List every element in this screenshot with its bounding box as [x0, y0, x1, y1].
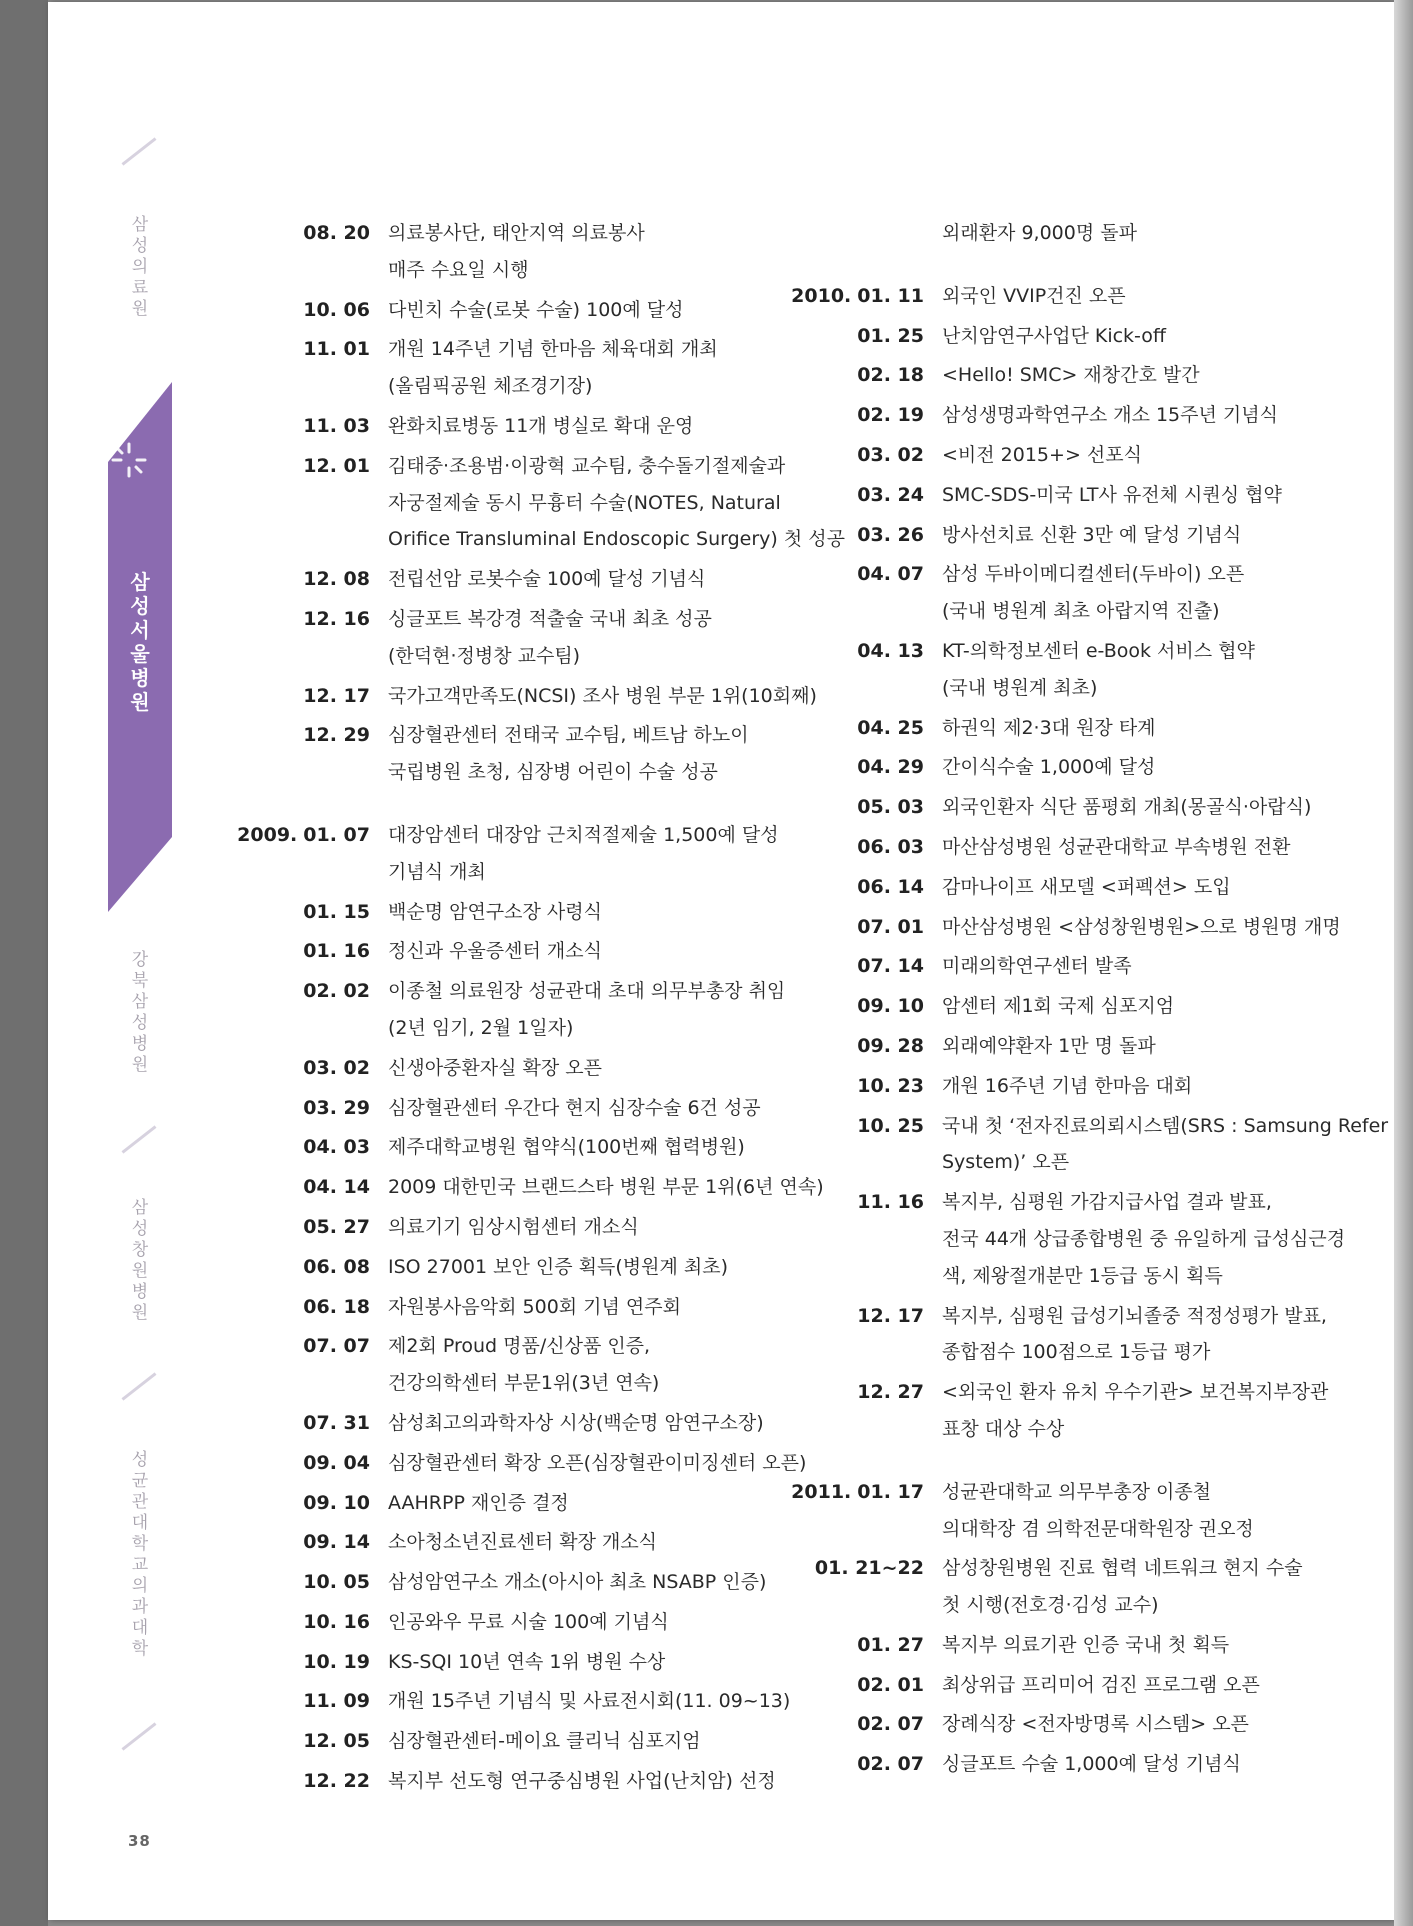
- entry-day: 12. 29: [303, 724, 370, 747]
- entry-day: 11. 01: [303, 338, 370, 361]
- entry-date: [210, 1723, 370, 1759]
- entry-day: 09. 10: [303, 1491, 370, 1514]
- entry-date: [210, 561, 370, 597]
- timeline-entry: [303, 1485, 788, 1522]
- entry-day: 02. 01: [857, 1673, 924, 1696]
- entry-year: 2011.: [791, 1480, 852, 1503]
- entry-day: 01. 07: [303, 823, 370, 846]
- timeline-entry: [857, 397, 1362, 434]
- entry-text: 복지부 선도형 연구중심병원 사업(난치암) 선정: [388, 1770, 776, 1793]
- entry-date: [210, 717, 370, 753]
- entry-day: 04. 25: [857, 716, 924, 739]
- entry-day: 06. 03: [857, 835, 924, 858]
- entry-text: 삼성최고의과학자상 시상(백순명 암연구소장): [388, 1411, 764, 1434]
- entry-day: 11. 16: [857, 1191, 924, 1214]
- entry-text: 기념식 개최: [388, 860, 486, 883]
- timeline-entry: [303, 408, 788, 445]
- entry-text: SMC-SDS-미국 LT사 유전체 시퀀싱 협약: [942, 483, 1282, 506]
- entry-text: (국내 병원계 최초 아랍지역 진출): [942, 600, 1220, 623]
- timeline-entry: [857, 1706, 1362, 1743]
- entry-date: [764, 948, 924, 984]
- entry-date: [764, 710, 924, 746]
- entry-date: [764, 829, 924, 865]
- entry-date: [210, 215, 370, 251]
- entry-day: 03. 29: [303, 1096, 370, 1119]
- entry-date: [210, 408, 370, 444]
- entry-text: 자궁절제술 동시 무흉터 수술(NOTES, Natural: [388, 491, 781, 514]
- entry-date: [764, 318, 924, 354]
- timeline-entry: [791, 1474, 1362, 1548]
- entry-date: [210, 933, 370, 969]
- timeline-entry: [857, 869, 1362, 906]
- entry-text: 의료기기 임상시험센터 개소식: [388, 1215, 639, 1238]
- entry-date: [764, 909, 924, 945]
- timeline-entry: [791, 278, 1362, 315]
- entry-date: [764, 477, 924, 513]
- entry-date: [764, 1474, 924, 1510]
- entry-day: 03. 02: [303, 1056, 370, 1079]
- entry-day: 01. 25: [857, 324, 924, 347]
- entry-text: 국립병원 초청, 심장병 어린이 수술 성공: [388, 761, 718, 784]
- entry-day: 03. 24: [857, 483, 924, 506]
- entry-text: 암센터 제1회 국제 심포지엄: [942, 995, 1175, 1018]
- entry-text: 심장혈관센터-메이요 클리닉 심포지엄: [388, 1730, 701, 1753]
- entry-day: 11. 09: [303, 1690, 370, 1713]
- entry-text: 외국인 VVIP건진 오픈: [942, 284, 1126, 307]
- entry-day: 01. 15: [303, 900, 370, 923]
- entry-text: 자원봉사음악회 500회 기념 연주회: [388, 1295, 681, 1318]
- timeline-entry: [303, 678, 817, 715]
- entry-date: [210, 973, 370, 1009]
- entry-text: 색, 제왕절개분만 1등급 동시 획득: [942, 1264, 1223, 1287]
- sidebar-item-samsung-medical[interactable]: 삼성의료원: [131, 215, 149, 319]
- entry-date: [764, 1627, 924, 1663]
- entry-text: 신생아중환자실 확장 오픈: [388, 1056, 602, 1079]
- scan-right-edge: [1394, 0, 1413, 1926]
- entry-day: 02. 19: [857, 404, 924, 427]
- timeline-entry: [303, 973, 788, 1047]
- entry-text: 제주대학교병원 협약식(100번째 협력병원): [388, 1136, 745, 1159]
- entry-text: 외국인환자 식단 품평회 개최(몽골식·아랍식): [942, 796, 1312, 819]
- entry-date: [210, 1050, 370, 1086]
- timeline-entry: [303, 894, 788, 931]
- timeline-entry: [857, 988, 1362, 1025]
- entry-date: [764, 1068, 924, 1104]
- timeline-entry: [857, 517, 1362, 554]
- entry-text: (국내 병원계 최초): [942, 676, 1098, 699]
- timeline-entry: [942, 215, 1362, 252]
- entry-day: 10. 19: [303, 1650, 370, 1673]
- entry-date: [210, 1445, 370, 1481]
- entry-date: [210, 1644, 370, 1680]
- timeline-entry: [303, 1328, 788, 1402]
- entry-day: 12. 22: [303, 1770, 370, 1793]
- entry-text: 건강의학센터 부문1위(3년 연속): [388, 1372, 660, 1395]
- entry-text: 방사선치료 신환 3만 예 달성 기념식: [942, 523, 1242, 546]
- entry-text: 종합점수 100점으로 1등급 평가: [942, 1341, 1211, 1364]
- timeline-entry: [303, 601, 788, 675]
- timeline-entry: [303, 1524, 788, 1561]
- scan-left-edge: [0, 0, 48, 1926]
- sidebar-item-changwon[interactable]: 삼성창원병원: [131, 1198, 149, 1323]
- entry-text: 심장혈관센터 우간다 현지 심장수술 6건 성공: [388, 1096, 761, 1119]
- timeline-entry: [303, 1129, 788, 1166]
- timeline-entry: [857, 1108, 1389, 1182]
- timeline-entry: [303, 448, 845, 558]
- entry-date: [764, 1028, 924, 1064]
- entry-day: 08. 20: [303, 222, 370, 244]
- timeline-entry: [857, 1298, 1362, 1372]
- entry-day: 01. 16: [303, 940, 370, 963]
- entry-text: 완화치료병동 11개 병실로 확대 운영: [388, 414, 694, 437]
- timeline-entry: [303, 1209, 788, 1246]
- entry-date: [210, 1209, 370, 1245]
- entry-day: 03. 26: [857, 523, 924, 546]
- entry-date: [210, 331, 370, 367]
- entry-day: 01. 17: [857, 1480, 924, 1503]
- entry-date: [764, 357, 924, 393]
- entry-date: [210, 1289, 370, 1325]
- timeline-entry: [303, 1604, 788, 1641]
- entry-text: <비전 2015+> 선포식: [942, 443, 1142, 466]
- entry-text: 국가고객만족도(NCSI) 조사 병원 부문 1위(10회째): [388, 684, 817, 707]
- timeline-entry: [303, 1763, 788, 1800]
- entry-day: 07. 31: [303, 1411, 370, 1434]
- entry-text: 삼성창원병원 진료 협력 네트워크 현지 수술: [942, 1557, 1303, 1580]
- entry-day: 04. 07: [857, 563, 924, 586]
- entry-text: 소아청소년진료센터 확장 개소식: [388, 1531, 658, 1554]
- entry-day: 05. 27: [303, 1215, 370, 1238]
- entry-text: 김태중·조용범·이광혁 교수팀, 충수돌기절제술과: [388, 454, 786, 477]
- entry-date: [764, 789, 924, 825]
- entry-text: 전립선암 로봇수술 100예 달성 기념식: [388, 568, 706, 591]
- timeline-entry: [303, 561, 788, 598]
- entry-text: 심장혈관센터 전태국 교수팀, 베트남 하노이: [388, 724, 749, 747]
- timeline-entry: [857, 357, 1362, 394]
- entry-day: 10. 25: [857, 1114, 924, 1137]
- entry-date: [210, 1405, 370, 1441]
- entry-date: [764, 988, 924, 1024]
- entry-date: [764, 556, 924, 592]
- timeline-entry: [857, 1746, 1362, 1783]
- entry-date: [210, 817, 370, 853]
- entry-date: [210, 1564, 370, 1600]
- entry-day: 09. 28: [857, 1034, 924, 1057]
- entry-day: 12. 16: [303, 607, 370, 630]
- entry-text: 최상위급 프리미어 검진 프로그램 오픈: [942, 1673, 1260, 1696]
- entry-date: [210, 678, 370, 714]
- timeline-right-column: [791, 215, 1389, 1786]
- entry-text: 의료봉사단, 태안지역 의료봉사: [388, 222, 645, 244]
- entry-date: [210, 1683, 370, 1719]
- entry-day: 12. 27: [857, 1381, 924, 1404]
- entry-day: 01. 11: [857, 284, 924, 307]
- entry-day: 02. 07: [857, 1713, 924, 1736]
- timeline-entry: [303, 1050, 788, 1087]
- entry-text: 장례식장 <전자방명록 시스템> 오픈: [942, 1713, 1249, 1736]
- entry-text: 표창 대상 수상: [942, 1417, 1065, 1440]
- entry-text: 첫 시행(전호경·김성 교수): [942, 1594, 1159, 1617]
- timeline-entry: [303, 292, 788, 329]
- entry-date: [764, 869, 924, 905]
- timeline-entry: [857, 1627, 1362, 1664]
- entry-day: 02. 02: [303, 980, 370, 1003]
- entry-day: 07. 01: [857, 915, 924, 938]
- entry-day: 04. 14: [303, 1176, 370, 1199]
- timeline-entry: [857, 789, 1362, 826]
- entry-text: 외래환자 9,000명 돌파: [942, 222, 1137, 244]
- entry-date: [764, 1184, 924, 1220]
- entry-day: 09. 04: [303, 1451, 370, 1474]
- entry-day: 10. 06: [303, 298, 370, 321]
- entry-text: (2년 임기, 2월 1일자): [388, 1016, 574, 1039]
- entry-text: 삼성 두바이메디컬센터(두바이) 오픈: [942, 563, 1245, 586]
- entry-text: 의대학장 겸 의학전문대학원장 권오정: [942, 1517, 1254, 1540]
- entry-date: [210, 1169, 370, 1205]
- entry-day: 12. 17: [303, 684, 370, 707]
- entry-day: 01. 27: [857, 1633, 924, 1656]
- entry-day: 06. 18: [303, 1295, 370, 1318]
- entry-text: KT-의학정보센터 e-Book 서비스 협약: [942, 639, 1255, 662]
- entry-text: 삼성생명과학연구소 개소 15주년 기념식: [942, 404, 1278, 427]
- entry-day: 03. 02: [857, 443, 924, 466]
- timeline-entry: [857, 556, 1362, 630]
- entry-date: [210, 894, 370, 930]
- timeline-entry: [303, 1723, 788, 1760]
- entry-text: 복지부, 심평원 가감지급사업 결과 발표,: [942, 1191, 1272, 1214]
- timeline-entry: [857, 633, 1362, 707]
- sidebar-item-kangbuk[interactable]: 강북삼성병원: [131, 950, 149, 1075]
- entry-date: [210, 1129, 370, 1165]
- entry-day: 07. 14: [857, 955, 924, 978]
- entry-day: 12. 01: [303, 454, 370, 477]
- entry-date: [764, 749, 924, 785]
- entry-date: [210, 292, 370, 328]
- entry-day: 07. 07: [303, 1335, 370, 1358]
- entry-text: 미래의학연구센터 발족: [942, 955, 1132, 978]
- entry-day: 02. 18: [857, 364, 924, 387]
- entry-day: 02. 07: [857, 1753, 924, 1776]
- entry-text: <외국인 환자 유치 우수기관> 보건복지부장관: [942, 1381, 1329, 1404]
- timeline-entry: [303, 331, 788, 405]
- entry-date: [764, 1298, 924, 1334]
- page-number: 38: [128, 1832, 151, 1850]
- entry-text: 하권익 제2·3대 원장 타계: [942, 716, 1156, 739]
- entry-text: 삼성암연구소 개소(아시아 최초 NSABP 인증): [388, 1571, 767, 1594]
- entry-text: 매주 수요일 시행: [388, 258, 529, 281]
- entry-date: [210, 1485, 370, 1521]
- sidebar-item-skku-medicine[interactable]: 성균관대학교 의과대학: [131, 1450, 149, 1659]
- timeline-entry: [303, 1644, 788, 1681]
- entry-text: 싱글포트 복강경 적출술 국내 최초 성공: [388, 607, 712, 630]
- entry-date: [764, 633, 924, 669]
- timeline-entry: [303, 1564, 788, 1601]
- entry-date: [210, 1604, 370, 1640]
- entry-text: 개원 14주년 기념 한마음 체육대회 개최: [388, 338, 718, 361]
- entry-date: [764, 437, 924, 473]
- entry-text: 정신과 우울증센터 개소식: [388, 940, 602, 963]
- timeline-entry: [857, 909, 1362, 946]
- entry-text: AAHRPP 재인증 결정: [388, 1491, 569, 1514]
- entry-text: ISO 27001 보안 인증 획득(병원계 최초): [388, 1255, 728, 1278]
- entry-year: 2009.: [237, 823, 298, 846]
- timeline-entry: [857, 318, 1362, 355]
- entry-year: 2010.: [791, 284, 852, 307]
- entry-date: [210, 1249, 370, 1285]
- entry-date: [764, 278, 924, 314]
- entry-date: [764, 1108, 924, 1144]
- entry-day: 05. 03: [857, 796, 924, 819]
- timeline-entry: [303, 1169, 824, 1206]
- entry-text: 마산삼성병원 성균관대학교 부속병원 전환: [942, 835, 1291, 858]
- entry-text: 백순명 암연구소장 사령식: [388, 900, 602, 923]
- timeline-entry: [857, 1028, 1362, 1065]
- entry-text: System)’ 오픈: [942, 1151, 1070, 1174]
- entry-date: [210, 1090, 370, 1126]
- entry-date: [764, 517, 924, 553]
- timeline-entry: [303, 1090, 788, 1127]
- timeline-entry: [857, 749, 1362, 786]
- timeline-entry: [857, 477, 1362, 514]
- entry-text: 제2회 Proud 명품/신상품 인증,: [388, 1335, 651, 1358]
- entry-date: [764, 1374, 924, 1410]
- sidebar-item-samsung-seoul[interactable]: 삼성서울병원: [130, 570, 150, 714]
- entry-date: [764, 1550, 924, 1586]
- entry-text: 대장암센터 대장암 근치적절제술 1,500예 달성: [388, 823, 779, 846]
- timeline-entry: [857, 1667, 1362, 1704]
- entry-day: 04. 03: [303, 1136, 370, 1159]
- burst-icon: [109, 440, 149, 480]
- timeline-entry: [303, 933, 788, 970]
- entry-day: 09. 14: [303, 1531, 370, 1554]
- entry-day: 09. 10: [857, 995, 924, 1018]
- timeline-entry: [303, 1405, 788, 1442]
- entry-text: 전국 44개 상급종합병원 중 유일하게 급성심근경: [942, 1227, 1346, 1250]
- timeline-entry: [857, 437, 1362, 474]
- entry-text: 외래예약환자 1만 명 돌파: [942, 1034, 1156, 1057]
- timeline-entry: [857, 710, 1362, 747]
- timeline-entry: [303, 1445, 807, 1482]
- timeline-entry: [857, 1068, 1362, 1105]
- timeline-entry: [857, 1374, 1362, 1448]
- entry-date: [210, 448, 370, 484]
- entry-text: 마산삼성병원 <삼성창원병원>으로 병원명 개명: [942, 915, 1341, 938]
- timeline-entry: [303, 1683, 791, 1720]
- entry-date: [764, 1706, 924, 1742]
- entry-day: 04. 29: [857, 756, 924, 779]
- entry-day: 12. 05: [303, 1730, 370, 1753]
- timeline-entry: [857, 829, 1362, 866]
- entry-text: 국내 첫 ‘전자진료의뢰시스템(SRS : Samsung Refer: [942, 1114, 1389, 1137]
- entry-text: 감마나이프 새모델 <퍼펙션> 도입: [942, 875, 1231, 898]
- entry-text: 난치암연구사업단 Kick-off: [942, 324, 1166, 347]
- timeline-entry: [303, 717, 788, 791]
- entry-text: KS-SQI 10년 연속 1위 병원 수상: [388, 1650, 666, 1673]
- entry-text: 간이식수술 1,000예 달성: [942, 756, 1156, 779]
- entry-day: 04. 13: [857, 639, 924, 662]
- timeline-entry: [237, 817, 788, 891]
- entry-day: 12. 17: [857, 1304, 924, 1327]
- timeline-entry: [303, 215, 788, 289]
- entry-text: 다빈치 수술(로봇 수술) 100예 달성: [388, 298, 684, 321]
- timeline-entry: [303, 1249, 788, 1286]
- entry-day: 10. 16: [303, 1610, 370, 1633]
- entry-text: 개원 15주년 기념식 및 사료전시회(11. 09~13): [388, 1690, 791, 1713]
- entry-text: 성균관대학교 의무부총장 이종철: [942, 1480, 1212, 1503]
- timeline-entry: [303, 1289, 788, 1326]
- entry-text: 이종철 의료원장 성균관대 초대 의무부총장 취임: [388, 980, 786, 1003]
- entry-text: 인공와우 무료 시술 100예 기념식: [388, 1610, 669, 1633]
- entry-text: Orifice Transluminal Endoscopic Surgery) 첫 성공: [388, 528, 845, 551]
- timeline-entry: [857, 1184, 1362, 1294]
- entry-text: 2009 대한민국 브랜드스타 병원 부문 1위(6년 연속): [388, 1176, 824, 1199]
- entry-text: 심장혈관센터 확장 오픈(심장혈관이미징센터 오픈): [388, 1451, 807, 1474]
- entry-date: [764, 1746, 924, 1782]
- entry-day: 06. 08: [303, 1255, 370, 1278]
- entry-date: [210, 1524, 370, 1560]
- entry-text: (올림픽공원 체조경기장): [388, 375, 593, 398]
- entry-text: 복지부, 심평원 급성기뇌졸중 적정성평가 발표,: [942, 1304, 1327, 1327]
- entry-text: 싱글포트 수술 1,000예 달성 기념식: [942, 1753, 1241, 1776]
- entry-text: 개원 16주년 기념 한마음 대회: [942, 1074, 1193, 1097]
- entry-day: 12. 08: [303, 568, 370, 591]
- entry-date: [764, 397, 924, 433]
- entry-day: 01. 21~22: [814, 1557, 924, 1580]
- entry-day: 06. 14: [857, 875, 924, 898]
- entry-date: [210, 601, 370, 637]
- entry-date: [210, 1328, 370, 1364]
- entry-text: <Hello! SMC> 재창간호 발간: [942, 364, 1200, 387]
- entry-day: 11. 03: [303, 414, 370, 437]
- entry-date: [764, 1667, 924, 1703]
- timeline-entry: [857, 948, 1362, 985]
- entry-day: 10. 23: [857, 1074, 924, 1097]
- entry-text: 복지부 의료기관 인증 국내 첫 획득: [942, 1633, 1230, 1656]
- entry-day: 10. 05: [303, 1571, 370, 1594]
- entry-date: [210, 1763, 370, 1799]
- timeline-entry: [814, 1550, 1362, 1624]
- entry-text: (한덕현·정병창 교수팀): [388, 644, 581, 667]
